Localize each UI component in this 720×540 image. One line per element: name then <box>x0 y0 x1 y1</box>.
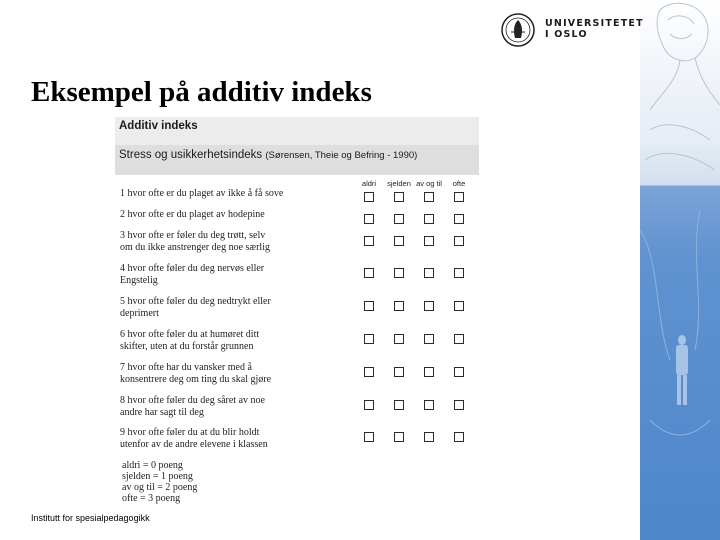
q1-checkbox-ofte[interactable] <box>454 192 464 202</box>
column-header-ofte: ofte <box>452 179 466 188</box>
question-3 <box>120 230 360 254</box>
q9-checkbox-sjelden[interactable] <box>394 432 404 442</box>
question-4-line-2: Engstelig <box>120 275 158 286</box>
question-2-line-1: 2 hvor ofte er du plaget av hodepine <box>120 209 265 220</box>
question-9-line-2: utenfor av de andre elevene i klassen <box>120 439 268 450</box>
q4-checkbox-ofte[interactable] <box>454 268 464 278</box>
scoring-legend <box>122 460 197 504</box>
q3-checkbox-ofte[interactable] <box>454 236 464 246</box>
question-3-line-1: 3 hvor ofte er føler du deg trøtt, selv <box>120 230 266 241</box>
q1-checkbox-sjelden[interactable] <box>394 192 404 202</box>
scoring-aldri: aldri = 0 poeng <box>122 460 183 471</box>
question-8-line-1: 8 hvor ofte føler du deg såret av noe <box>120 395 265 406</box>
column-header-sjelden: sjelden <box>387 179 411 188</box>
question-7 <box>120 362 360 386</box>
q3-checkbox-sjelden[interactable] <box>394 236 404 246</box>
question-3-line-2: om du ikke anstrenger deg noe særlig <box>120 242 270 253</box>
q3-checkbox-av-og-til[interactable] <box>424 236 434 246</box>
q8-checkbox-aldri[interactable] <box>364 400 374 410</box>
question-5-line-1: 5 hvor ofte føler du deg nedtrykt eller <box>120 296 271 307</box>
question-5-line-2: deprimert <box>120 308 159 319</box>
logo-line-2: I OSLO <box>545 29 588 40</box>
column-header-av-og-til: av og til <box>416 179 442 188</box>
q7-checkbox-sjelden[interactable] <box>394 367 404 377</box>
university-seal-icon <box>500 12 536 48</box>
q4-checkbox-sjelden[interactable] <box>394 268 404 278</box>
q5-checkbox-av-og-til[interactable] <box>424 301 434 311</box>
question-5 <box>120 296 360 320</box>
q8-checkbox-ofte[interactable] <box>454 400 464 410</box>
question-8 <box>120 395 360 419</box>
q5-checkbox-sjelden[interactable] <box>394 301 404 311</box>
questionnaire-subtitle <box>119 149 417 161</box>
scoring-sjelden: sjelden = 1 poeng <box>122 471 193 482</box>
q6-checkbox-sjelden[interactable] <box>394 334 404 344</box>
question-4 <box>120 263 360 287</box>
q7-checkbox-aldri[interactable] <box>364 367 374 377</box>
slide-title: Eksempel på additiv indeks <box>31 76 372 108</box>
question-9-line-1: 9 hvor ofte føler du at du blir holdt <box>120 427 260 438</box>
decorative-side-band <box>640 0 720 540</box>
statue-sketch-icon <box>640 0 720 540</box>
q5-checkbox-ofte[interactable] <box>454 301 464 311</box>
question-8-line-2: andre har sagt til deg <box>120 407 204 418</box>
q2-checkbox-aldri[interactable] <box>364 214 374 224</box>
q1-checkbox-av-og-til[interactable] <box>424 192 434 202</box>
question-1-line-1: 1 hvor ofte er du plaget av ikke å få sove <box>120 188 284 199</box>
question-7-line-1: 7 hvor ofte har du vansker med å <box>120 362 252 373</box>
questionnaire-reference: (Sørensen, Theie og Befring - 1990) <box>265 150 418 161</box>
q7-checkbox-ofte[interactable] <box>454 367 464 377</box>
question-6-line-1: 6 hvor ofte føler du at humøret ditt <box>120 329 260 340</box>
q9-checkbox-av-og-til[interactable] <box>424 432 434 442</box>
q3-checkbox-aldri[interactable] <box>364 236 374 246</box>
column-header-aldri: aldri <box>361 179 377 188</box>
questionnaire-scan <box>115 117 479 509</box>
q6-checkbox-av-og-til[interactable] <box>424 334 434 344</box>
university-wordmark <box>545 18 645 40</box>
question-2 <box>120 209 360 221</box>
q8-checkbox-sjelden[interactable] <box>394 400 404 410</box>
q7-checkbox-av-og-til[interactable] <box>424 367 434 377</box>
q8-checkbox-av-og-til[interactable] <box>424 400 434 410</box>
q2-checkbox-sjelden[interactable] <box>394 214 404 224</box>
question-4-line-1: 4 hvor ofte føler du deg nervøs eller <box>120 263 265 274</box>
q6-checkbox-aldri[interactable] <box>364 334 374 344</box>
q2-checkbox-av-og-til[interactable] <box>424 214 434 224</box>
q9-checkbox-ofte[interactable] <box>454 432 464 442</box>
q9-checkbox-aldri[interactable] <box>364 432 374 442</box>
logo-line-1: UNIVERSITETET <box>545 18 644 29</box>
scoring-ofte: ofte = 3 poeng <box>122 493 181 504</box>
q5-checkbox-aldri[interactable] <box>364 301 374 311</box>
question-9 <box>120 427 360 451</box>
footer-institute: Institutt for spesialpedagogikk <box>31 513 150 523</box>
q4-checkbox-av-og-til[interactable] <box>424 268 434 278</box>
question-6 <box>120 329 360 353</box>
question-6-line-2: skifter, uten at du forstår grunnen <box>120 341 254 352</box>
q2-checkbox-ofte[interactable] <box>454 214 464 224</box>
question-1 <box>120 188 360 200</box>
q1-checkbox-aldri[interactable] <box>364 192 374 202</box>
question-7-line-2: konsentrere deg om ting du skal gjøre <box>120 374 272 385</box>
scoring-av-og-til: av og til = 2 poeng <box>122 482 198 493</box>
questionnaire-title: Additiv indeks <box>119 120 198 132</box>
q6-checkbox-ofte[interactable] <box>454 334 464 344</box>
questionnaire-subtitle-text: Stress og usikkerhetsindeks <box>119 149 263 161</box>
q4-checkbox-aldri[interactable] <box>364 268 374 278</box>
